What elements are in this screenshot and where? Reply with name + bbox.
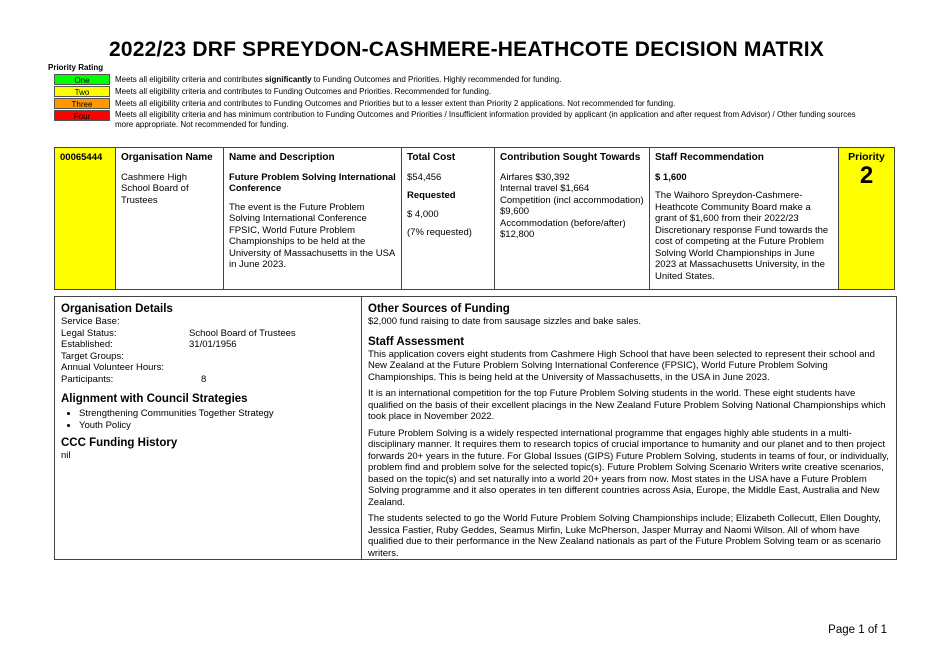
staff-recommendation-cell [650,148,839,290]
priority-description: Meets all eligibility criteria and contributes to Funding Outcomes and Priorities. Recommended for funding. [115,87,492,96]
field-volunteer-hours [61,362,355,374]
contribution-item: Airfares $30,392 [500,171,570,183]
strategy-item: • Youth Policy [79,420,355,432]
total-cost-cell [402,148,495,290]
field-target-groups [61,351,355,363]
priority-header: Priority [848,151,885,163]
contribution-header: Contribution Sought Towards [500,152,641,163]
alignment-heading: Alignment with Council Strategies [61,393,248,405]
strategy-list [61,408,355,431]
field-value: 31/01/1956 [189,339,237,350]
priority-legend-row [54,86,874,97]
staff-rec-text: The Waihoro Spreydon-Cashmere-Heathcote Community Board make a grant of $1,600 from their 2022/23 Discretionary response Fund towards the cost of competing at the Future Problem Solving World Championships in June 2023 at Massachusetts University, in the United States. [655,190,829,282]
priority-value: 2 [859,161,874,189]
priority-legend-row [54,98,874,109]
funding-history-heading: CCC Funding History [61,437,178,449]
requested-percent: (7% requested) [407,227,472,238]
staff-rec-amount: $ 1,600 [655,171,687,183]
page-title: 2022/23 DRF SPREYDON-CASHMERE-HEATHCOTE DECISION MATRIX [109,38,824,61]
priority-description: Meets all eligibility criteria and has minimum contribution to Funding Outcomes and Priorities / Insufficient information provided by applicant (in application and after request from Advisor) / Other funding sources more appropriate. Not recommended for funding. [115,110,856,129]
contribution-item: Internal travel $1,664 [500,183,590,194]
field-label: Service Base: [61,316,120,327]
org-name: Cashmere High School Board of Trustees [121,171,189,206]
project-name: Future Problem Solving International Conference [229,171,396,194]
contribution-cell [495,148,650,290]
priority-swatch: Three [54,98,110,109]
application-id: 00065444 [55,148,116,290]
requested-amount: $ 4,000 [407,208,439,220]
details-panel [54,296,897,560]
field-participants [61,374,355,386]
page-number: Page 1 of 1 [828,624,887,636]
org-details-heading: Organisation Details [61,303,173,315]
organisation-cell [116,148,224,290]
org-name-header: Organisation Name [121,152,213,163]
field-value: School Board of Trustees [189,327,296,339]
priority-rating-label: Priority Rating [48,63,104,72]
assessment-paragraph: This application covers eight students from Cashmere High School that have been selected to represent their school and New Zealand at the Future Problem Solving International Conference (FPSIC), World Future Problem Solving Championships. This is being held at the University of Massachusetts, in the USA in June 2023. [368,348,875,383]
field-label: Legal Status: [61,327,117,339]
total-cost-value: $54,456 [407,171,442,183]
organisation-details-pane [55,297,362,559]
field-legal-status [61,328,355,340]
staff-rec-header: Staff Recommendation [655,152,764,163]
field-value: 8 [201,373,207,385]
contribution-item: Accommodation (before/after) $12,800 [500,217,626,240]
staff-assessment-heading: Staff Assessment [368,335,465,348]
other-funding-text: $2,000 fund raising to date from sausage sizzles and bake sales. [368,316,642,327]
field-label: Target Groups: [61,350,124,362]
field-label: Participants: [61,373,114,385]
name-desc-header: Name and Description [229,152,335,163]
project-description: The event is the Future Problem Solving International Conference FPSIC, World Future Problem Championships to be held at the University of Massachusetts in the USA in June 2023. [229,201,395,270]
field-label: Established: [61,339,113,350]
priority-legend-row [54,110,874,130]
priority-swatch: Four [54,110,110,121]
assessment-pane [362,297,896,571]
field-established [61,339,355,351]
priority-legend-row [54,74,874,85]
field-label: Annual Volunteer Hours: [61,362,164,373]
name-description-cell [224,148,402,290]
requested-label: Requested [407,190,456,201]
contribution-item: Competition (incl accommodation) $9,600 [500,194,644,217]
assessment-paragraph: The students selected to go the World Future Problem Solving Championships include; Elizabeth Collecutt, Ellen Doughty, Jessica Fastier, Ruby Geddes, Seamus Mirfin, Luke McPherson, Jasper Murray and Naomi Wilson. All of whom have qualified due to their performance in the New Zealand nationals as part of the Future Problem Solving team or as scenario writers. [368,513,881,559]
priority-description: Meets all eligibility criteria and contributes significantly to Funding Outcomes and Priorities. Highly recommended for funding. [115,75,562,84]
application-table [54,147,895,290]
other-funding-heading: Other Sources of Funding [368,303,510,315]
funding-history-value: nil [61,450,71,461]
total-cost-header: Total Cost [407,152,456,163]
priority-description: Meets all eligibility criteria and contributes to Funding Outcomes and Priorities but to a lesser extent than Priority 2 applications. Not recommended for funding. [115,99,676,108]
field-service-base [61,316,355,328]
strategy-item: • Strengthening Communities Together Strategy [79,408,355,420]
priority-swatch: One [54,74,110,85]
assessment-paragraph: Future Problem Solving is a widely respected international programme that engages highly able students in a multi-disciplinary manner. It requires them to research topics of crucial importance to humanity and our planet and to then project forwards 20+ years in the future. For Global Issues (GIPS) Future Problem Solving, students in teams of four, or individually, problem find and problem solve for the selected topic(s). Future Problem Solving Scenario Writers write creative scenarios, based on the topic(s) and set naturally into a world 20+ years from now. Most states in the USA have a Future Problem Solving programme and it also operates in ten different countries across Asia, Europe, the Middle East, Australia and New Zealand. [368,427,889,508]
priority-swatch: Two [54,86,110,97]
assessment-paragraph: It is an international competition for the top Future Problem Solving students in the world. These eight students have qualified on the basis of their excellent placings in the New Zealand Future Problem Solving National Championships which took place in November 2022. [368,388,886,422]
priority-legend [54,74,874,131]
priority-cell [839,148,895,290]
